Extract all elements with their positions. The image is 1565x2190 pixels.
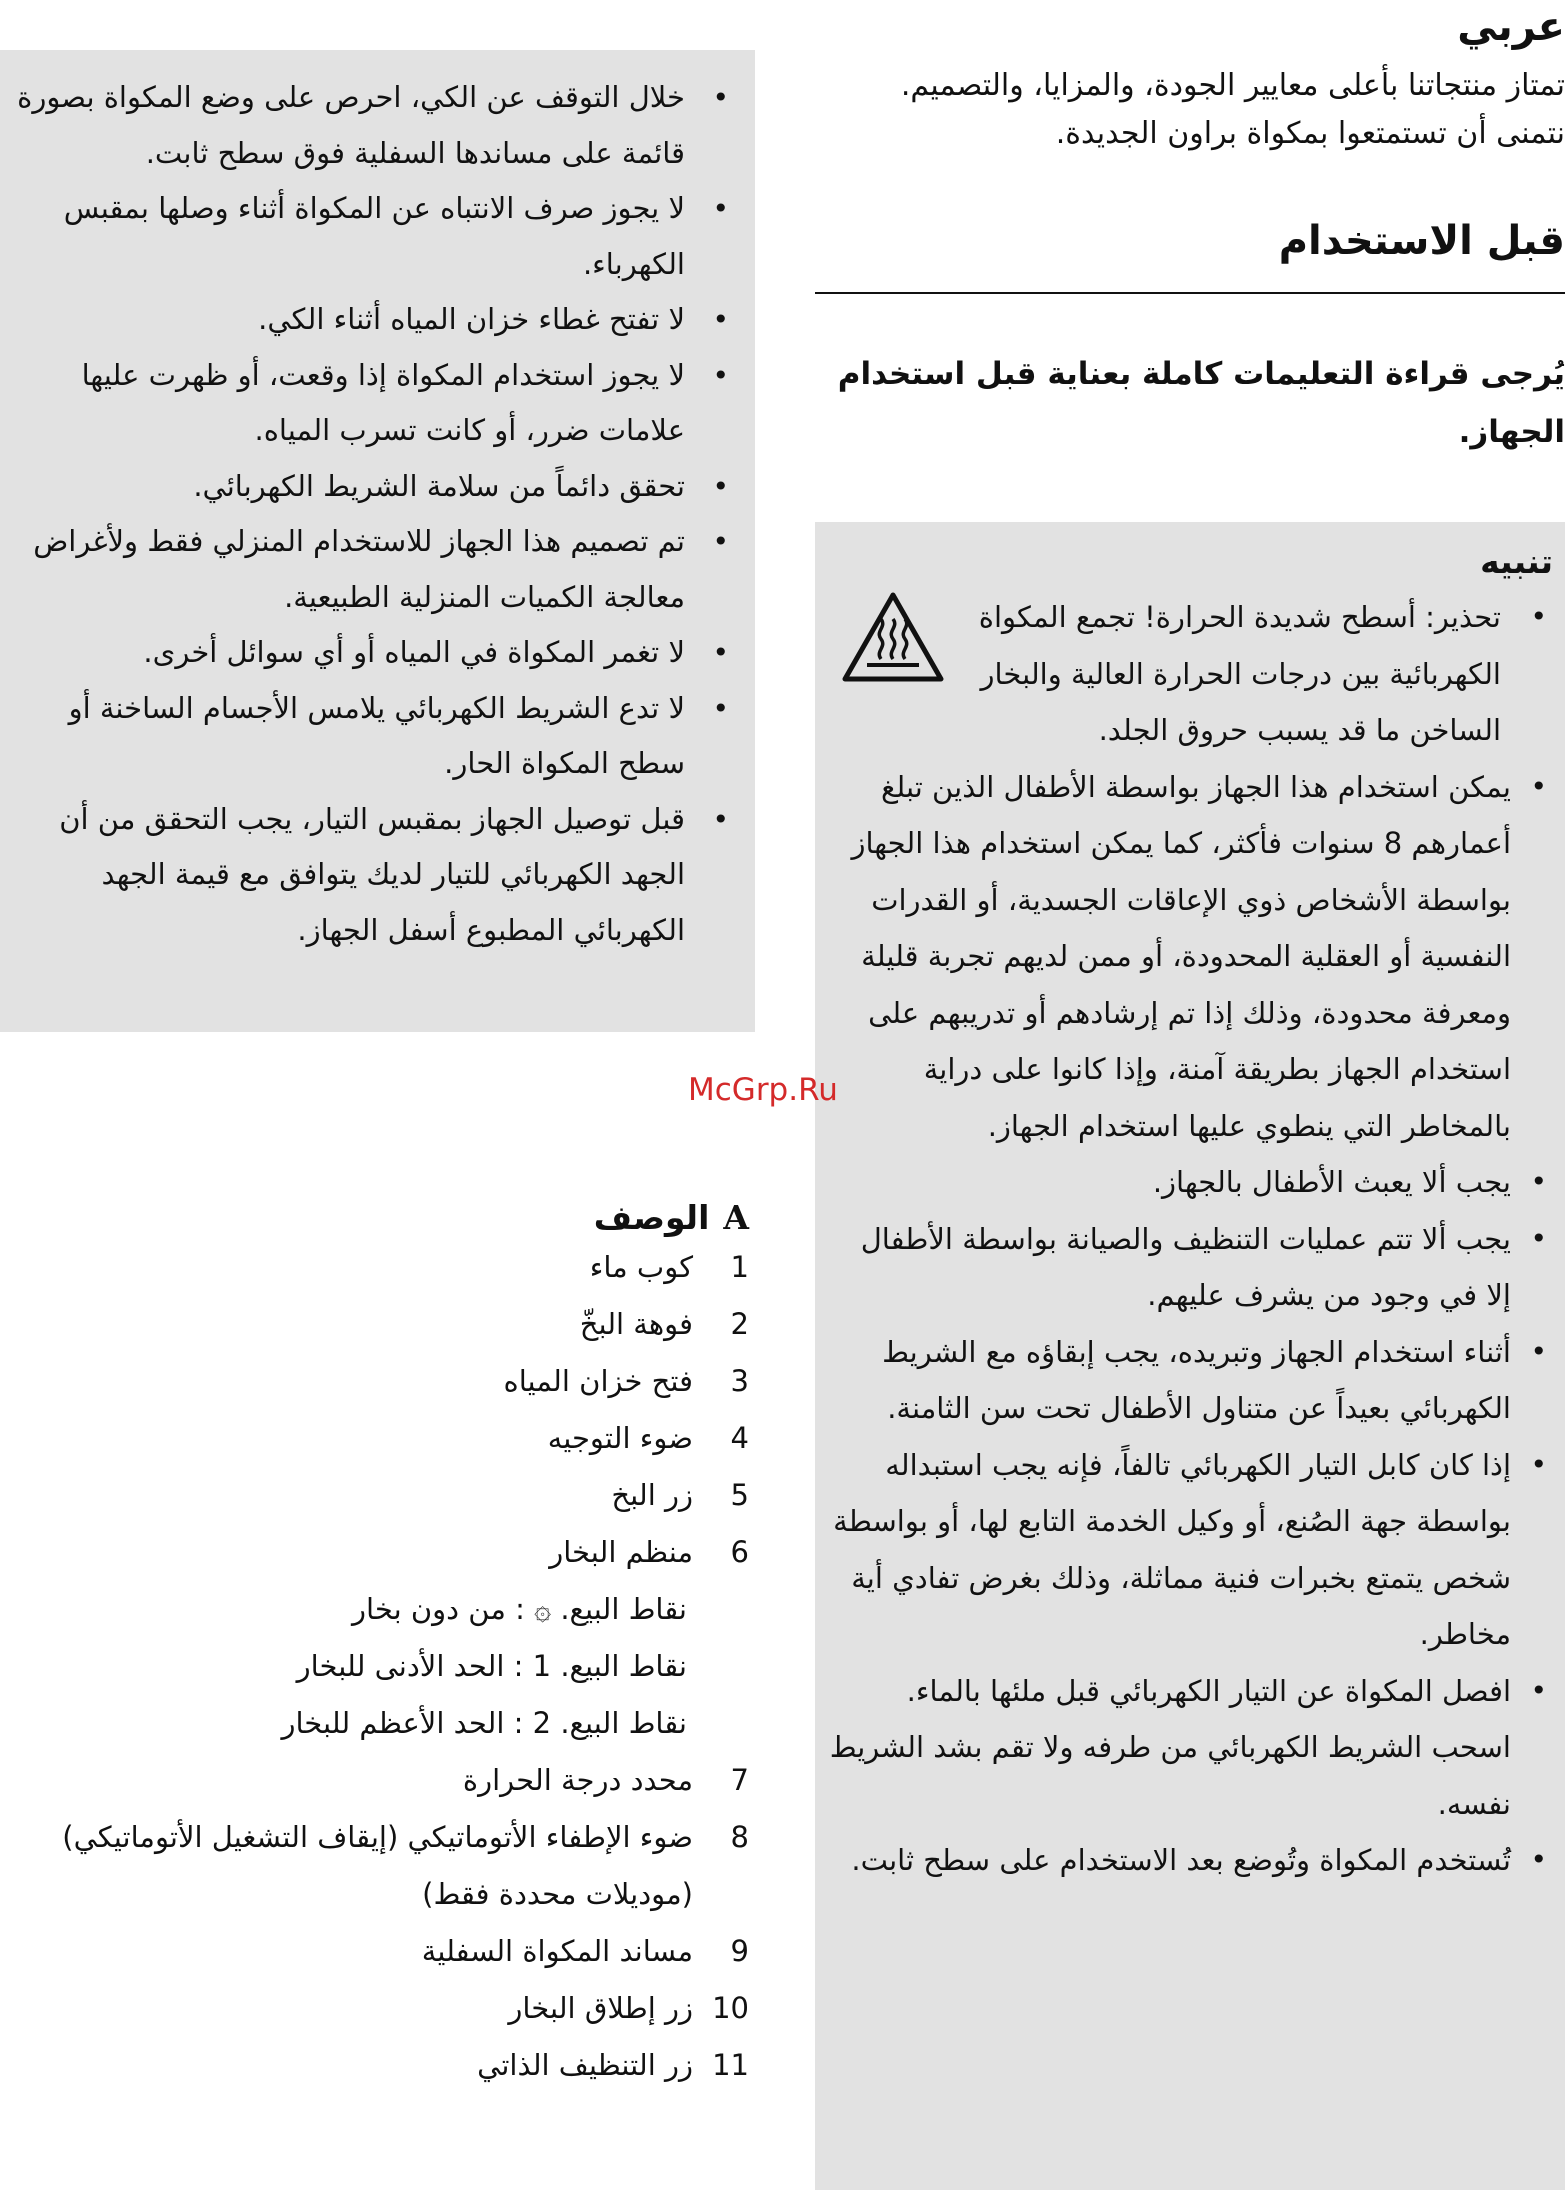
part-label: ضوء التوجيه bbox=[547, 1421, 693, 1455]
part-number: 3 bbox=[730, 1364, 749, 1398]
safety-item: • لا يجوز صرف الانتباه عن المكواة أثناء وصلها بمقبس الكهرباء. bbox=[10, 181, 743, 292]
part-item bbox=[0, 1524, 755, 1581]
caution-item: • أثناء استخدام الجهاز وتبريده، يجب إبقاؤه مع الشريط الكهربائي بعيداً عن متناول الأطفال تحت سن الثامنة. bbox=[827, 1324, 1553, 1437]
part-label: نقاط البيع. ۞ : من دون بخار bbox=[352, 1592, 687, 1626]
caution-item: • تُستخدم المكواة وتُوضع بعد الاستخدام على سطح ثابت. bbox=[827, 1832, 1553, 1889]
safety-item: • لا يجوز استخدام المكواة إذا وقعت، أو ظهرت عليها علامات ضرر، أو كانت تسرب المياه. bbox=[10, 348, 743, 459]
description-title bbox=[0, 1198, 755, 1237]
part-number: 4 bbox=[730, 1421, 749, 1455]
caution-item: • يمكن استخدام هذا الجهاز بواسطة الأطفال الذين تبلغ أعمارهم 8 سنوات فأكثر، كما يمكن استخدام هذا الجهاز بواسطة الأشخاص ذوي الإعاقات الجسدية، أو القدرات النفسية أو العقلية المحدودة، أو ممن لديهم تجربة قليلة ومعرفة محدودة، وذلك إذا تم إرشادهم أو تدريبهم على استخدام الجهاز بطريقة آمنة، وإذا كانوا على دراية بالمخاطر التي ينطوي عليها استخدام الجهاز. bbox=[827, 759, 1553, 1155]
safety-item: • تحقق دائماً من سلامة الشريط الكهربائي. bbox=[10, 459, 743, 515]
language-heading: عربي bbox=[1457, 4, 1565, 50]
part-item bbox=[0, 1980, 755, 2037]
part-item bbox=[0, 2037, 755, 2094]
caution-item: • يجب ألا تتم عمليات التنظيف والصيانة بواسطة الأطفال إلا في وجود من يشرف عليهم. bbox=[827, 1211, 1553, 1324]
section-divider bbox=[815, 292, 1565, 294]
intro-line: نتمنى أن تستمتعوا بمكواة براون الجديدة. bbox=[1055, 116, 1565, 151]
intro-text bbox=[815, 62, 1565, 158]
caution-box bbox=[815, 522, 1565, 2190]
part-item bbox=[0, 1923, 755, 1980]
part-number: 11 bbox=[712, 2048, 749, 2082]
caution-item: • يجب ألا يعبث الأطفال بالجهاز. bbox=[827, 1154, 1553, 1211]
part-item bbox=[0, 1752, 755, 1809]
part-number: 1 bbox=[730, 1250, 749, 1284]
section-heading-before-use: قبل الاستخدام bbox=[1278, 218, 1565, 264]
part-label: نقاط البيع. 1 : الحد الأدنى للبخار bbox=[296, 1649, 687, 1683]
safety-box bbox=[0, 50, 755, 1032]
caution-list bbox=[827, 589, 1553, 1889]
part-label: زر التنظيف الذاتي bbox=[477, 2048, 693, 2082]
part-number: 8 bbox=[730, 1820, 749, 1854]
part-number: 7 bbox=[730, 1763, 749, 1797]
part-number: 10 bbox=[712, 1991, 749, 2025]
description-title-text: الوصف bbox=[593, 1198, 710, 1237]
right-column bbox=[815, 0, 1565, 2190]
safety-item: • لا تدع الشريط الكهربائي يلامس الأجسام الساخنة أو سطح المكواة الحار. bbox=[10, 681, 743, 792]
part-label: فتح خزان المياه bbox=[503, 1364, 693, 1398]
part-label: فوهة البخّ bbox=[579, 1307, 693, 1341]
part-item bbox=[0, 1353, 755, 1410]
safety-item: • خلال التوقف عن الكي، احرص على وضع المكواة بصورة قائمة على مساندها السفلية فوق سطح ثابت. bbox=[10, 70, 743, 181]
part-label: ضوء الإطفاء الأتوماتيكي (إيقاف التشغيل الأتوماتيكي) (موديلات محددة فقط) bbox=[62, 1820, 693, 1911]
description-letter: A bbox=[723, 1198, 749, 1237]
part-subitem bbox=[0, 1695, 755, 1752]
safety-item: • لا تفتح غطاء خزان المياه أثناء الكي. bbox=[10, 292, 743, 348]
intro-line: تمتاز منتجاتنا بأعلى معايير الجودة، والمزايا، والتصميم. bbox=[900, 68, 1565, 103]
safety-list bbox=[10, 70, 743, 958]
part-item bbox=[0, 1809, 755, 1923]
part-label: كوب ماء bbox=[589, 1250, 693, 1284]
part-number: 2 bbox=[730, 1307, 749, 1341]
part-item bbox=[0, 1467, 755, 1524]
caution-item-text: • تحذير: أسطح شديدة الحرارة! تجمع المكواة الكهربائية بين درجات الحرارة العالية والبخار الساخن ما قد يسبب حروق الجلد. bbox=[978, 600, 1501, 747]
hot-surface-warning-icon bbox=[837, 589, 949, 689]
part-label: مساند المكواة السفلية bbox=[421, 1934, 693, 1968]
part-subitem bbox=[0, 1638, 755, 1695]
part-label: منظم البخار bbox=[549, 1535, 693, 1569]
part-label: زر إطلاق البخار bbox=[508, 1991, 693, 2025]
caution-item: • افصل المكواة عن التيار الكهربائي قبل ملئها بالماء. اسحب الشريط الكهربائي من طرفه ولا تقم بشد الشريط نفسه. bbox=[827, 1663, 1553, 1833]
read-instructions-notice: يُرجى قراءة التعليمات كاملة بعناية قبل استخدام الجهاز. bbox=[837, 356, 1565, 450]
part-number: 6 bbox=[730, 1535, 749, 1569]
part-number: 9 bbox=[730, 1934, 749, 1968]
caution-title: تنبيه bbox=[1480, 542, 1553, 581]
part-number: 5 bbox=[730, 1478, 749, 1512]
description-section bbox=[0, 1198, 755, 2094]
part-item bbox=[0, 1410, 755, 1467]
part-item bbox=[0, 1239, 755, 1296]
part-subitem bbox=[0, 1581, 755, 1638]
safety-item: • قبل توصيل الجهاز بمقبس التيار، يجب التحقق من أن الجهد الكهربائي للتيار لديك يتوافق مع قيمة الجهد الكهربائي المطبوع أسفل الجهاز. bbox=[10, 792, 743, 959]
part-label: محدد درجة الحرارة bbox=[462, 1763, 693, 1797]
watermark: McGrp.Ru bbox=[688, 1072, 838, 1108]
safety-item: • تم تصميم هذا الجهاز للاستخدام المنزلي فقط ولأغراض معالجة الكميات المنزلية الطبيعية. bbox=[10, 514, 743, 625]
caution-item bbox=[827, 589, 1553, 759]
caution-item: • إذا كان كابل التيار الكهربائي تالفاً، فإنه يجب استبداله بواسطة جهة الصُنع، أو وكيل الخدمة التابع لها، أو بواسطة شخص يتمتع بخبرات فنية مماثلة، وذلك بغرض تفادي أية مخاطر. bbox=[827, 1437, 1553, 1663]
part-label: زر البخ bbox=[611, 1478, 693, 1512]
part-item bbox=[0, 1296, 755, 1353]
parts-list bbox=[0, 1239, 755, 2094]
part-label: نقاط البيع. 2 : الحد الأعظم للبخار bbox=[281, 1706, 687, 1740]
safety-item: • لا تغمر المكواة في المياه أو أي سوائل أخرى. bbox=[10, 625, 743, 681]
